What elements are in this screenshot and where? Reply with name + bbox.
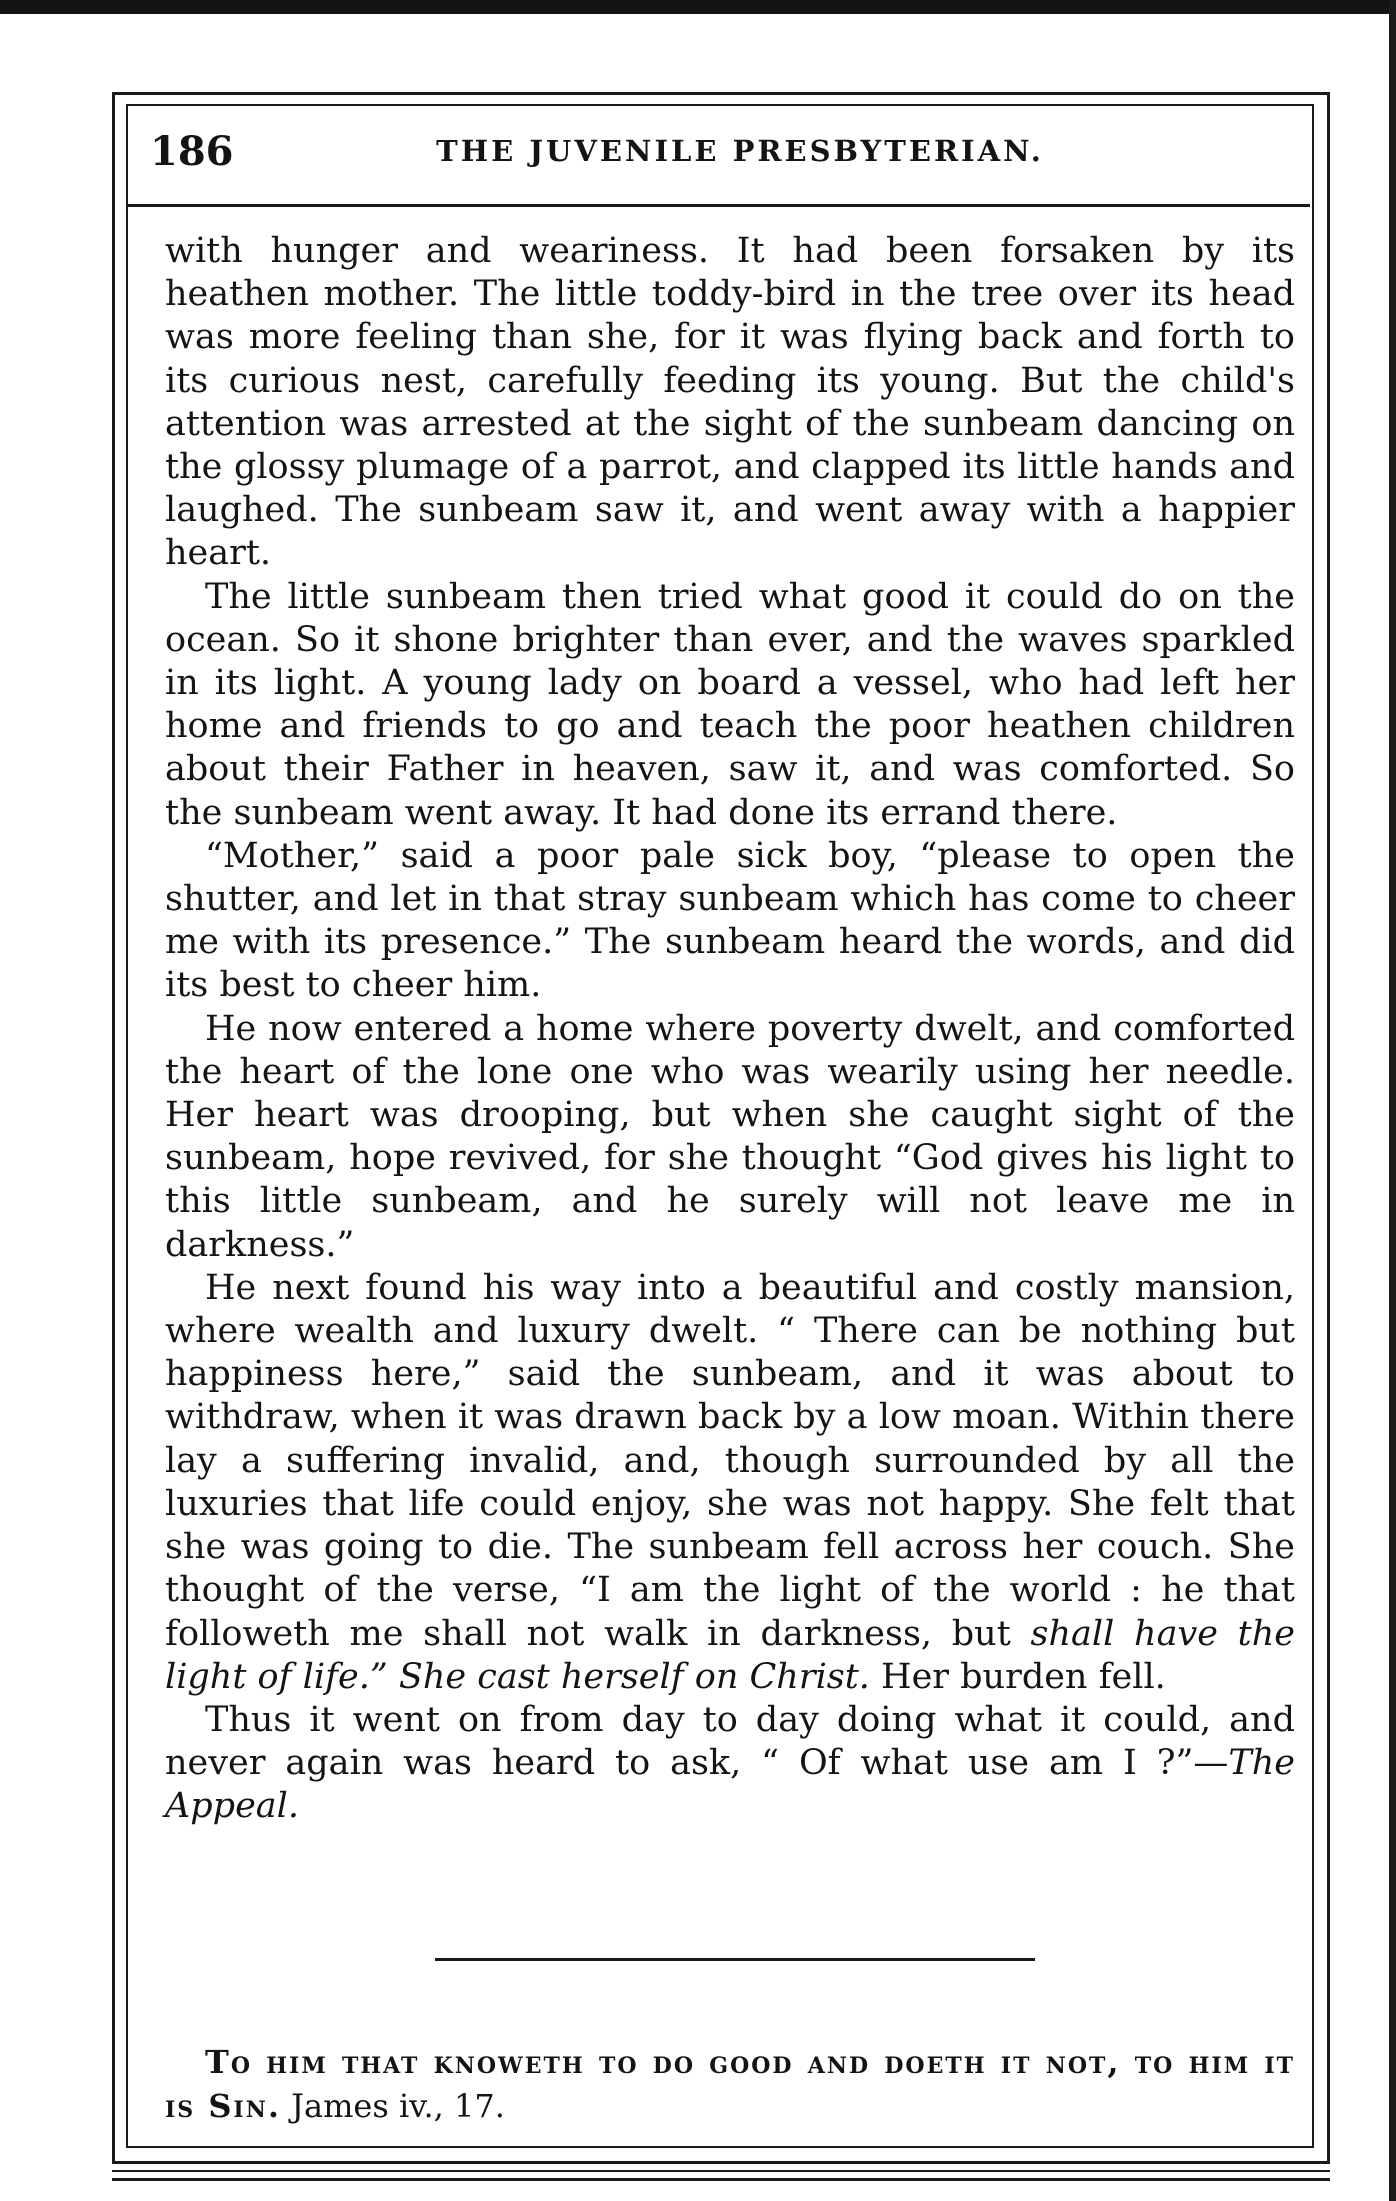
paragraph-5-italic: shall have the light of life.” She cast herself on Christ. — [165, 1613, 1295, 1697]
bottom-rule-thick — [112, 2178, 1330, 2181]
scripture-quote — [165, 2040, 1295, 2128]
paragraph-6-text: Thus it went on from day to day doing what it could, and never again was heard to ask, “ Of what use am I ?”— — [165, 1699, 1295, 1784]
top-edge-bar — [0, 0, 1396, 14]
paragraph-5 — [165, 1267, 1295, 1699]
paragraph-5-text: He next found his way into a beautiful and costly mansion, where wealth and luxury dwelt. “ There can be nothing but happiness here,” said the sunbeam, and it was about to withdraw, when it was drawn back by a low moan. Within there lay a suffering invalid, and, though surrounded by all the luxuries that life could enjoy, she was not happy. She felt that she was going to die. The sunbeam fell across her couch. She thought of the verse, “I am the light of the world : he that followeth me shall not walk in darkness, but — [165, 1267, 1295, 1654]
bottom-rule-thin — [112, 2170, 1330, 2172]
paragraph-5-end: Her burden fell. — [869, 1656, 1166, 1697]
article-body — [165, 230, 1295, 1829]
paragraph-4: He now entered a home where poverty dwelt, and comforted the heart of the lone one who was wearily using her needle. Her heart was drooping, but when she caught sight of the sunbeam, hope revived, for she thought “God gives his light to this little sunbeam, and he surely will not leave me in darkness.” — [165, 1008, 1295, 1265]
right-edge-bar — [1389, 0, 1396, 2201]
source-attribution: The Appeal. — [165, 1743, 1295, 1827]
scripture-text: To him that knoweth to do good and doeth it not, to him it is Sin. — [165, 2043, 1295, 2125]
paragraph-3: “Mother,” said a poor pale sick boy, “please to open the shutter, and let in that stray sunbeam which has come to cheer me with its presence.” The sunbeam heard the words, and did its best to cheer him. — [165, 835, 1295, 1006]
paragraph-6 — [165, 1699, 1295, 1829]
header-rule — [128, 204, 1310, 207]
section-divider — [435, 1958, 1035, 1961]
running-head: THE JUVENILE PRESBYTERIAN. — [436, 134, 1044, 168]
scripture-reference: James iv., 17. — [280, 2087, 505, 2125]
page-number: 186 — [150, 127, 234, 175]
page-header — [150, 118, 1290, 184]
paragraph-1: with hunger and weariness. It had been forsaken by its heathen mother. The little toddy-bird in the tree over its head was more feeling than she, for it was flying back and forth to its curious nest, carefully feeding its young. But the child's attention was arrested at the sight of the sunbeam dancing on the glossy plumage of a parrot, and clapped its little hands and laughed. The sunbeam saw it, and went away with a happier heart. — [165, 231, 1295, 574]
paragraph-2: The little sunbeam then tried what good it could do on the ocean. So it shone brighter than ever, and the waves sparkled in its light. A young lady on board a vessel, who had left her home and friends to go and teach the poor heathen children about their Father in heaven, saw it, and was comforted. So the sunbeam went away. It had done its errand there. — [165, 576, 1295, 833]
